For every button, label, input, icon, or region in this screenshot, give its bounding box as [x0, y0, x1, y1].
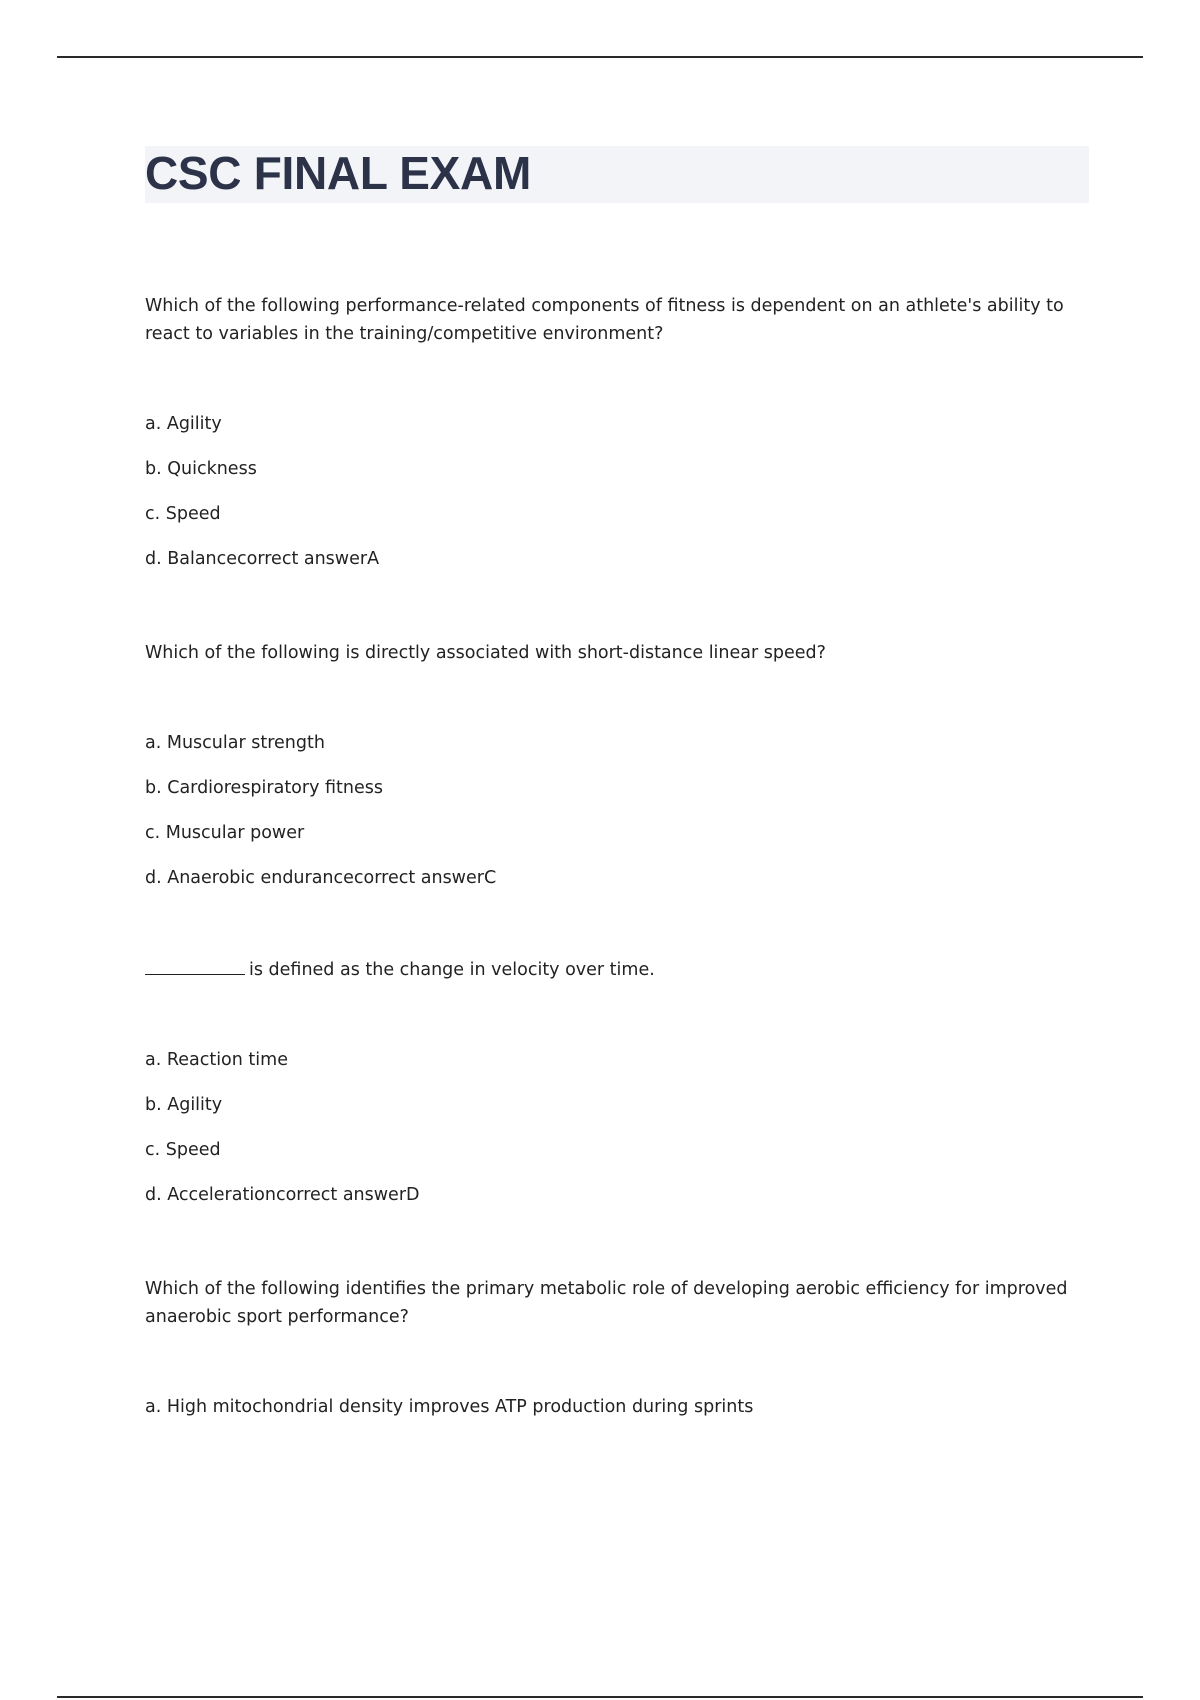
option-d: d. Accelerationcorrect answerD [145, 1185, 420, 1205]
option-d: d. Balancecorrect answerA [145, 549, 380, 569]
option-list [145, 1046, 1075, 1226]
option-c: c. Speed [145, 1140, 221, 1160]
question-block-1 [145, 292, 1075, 590]
option-c: c. Speed [145, 504, 221, 524]
option-a: a. High mitochondrial density improves ATP production during sprints [145, 1397, 754, 1417]
option-c: c. Muscular power [145, 823, 305, 843]
top-rule [57, 56, 1143, 58]
option-b: b. Quickness [145, 459, 257, 479]
option-a: a. Reaction time [145, 1050, 288, 1070]
question-block-3 [145, 956, 1075, 1226]
question-text: Which of the following identifies the primary metabolic role of developing aerobic efficiency for improved anaerobic sport performance? [145, 1279, 1068, 1327]
option-list [145, 729, 1075, 909]
question-text-row [145, 956, 1075, 984]
option-b: b. Cardiorespiratory fitness [145, 778, 383, 798]
fill-in-blank [145, 956, 245, 975]
question-text: Which of the following performance-related components of fitness is dependent on an athlete's ability to react to variables in the training/competitive environment? [145, 296, 1064, 344]
question-text: Which of the following is directly associated with short-distance linear speed? [145, 643, 826, 663]
question-text: is defined as the change in velocity over time. [249, 960, 655, 980]
title-banner [145, 146, 1089, 203]
option-a: a. Agility [145, 414, 222, 434]
option-a: a. Muscular strength [145, 733, 325, 753]
option-list [145, 1393, 1075, 1438]
bottom-rule [57, 1696, 1143, 1698]
question-block-2 [145, 639, 1075, 909]
page-title: CSC FINAL EXAM [145, 147, 531, 199]
option-d: d. Anaerobic endurancecorrect answerC [145, 868, 497, 888]
option-b: b. Agility [145, 1095, 223, 1115]
question-block-4 [145, 1275, 1075, 1438]
option-list [145, 410, 1075, 590]
